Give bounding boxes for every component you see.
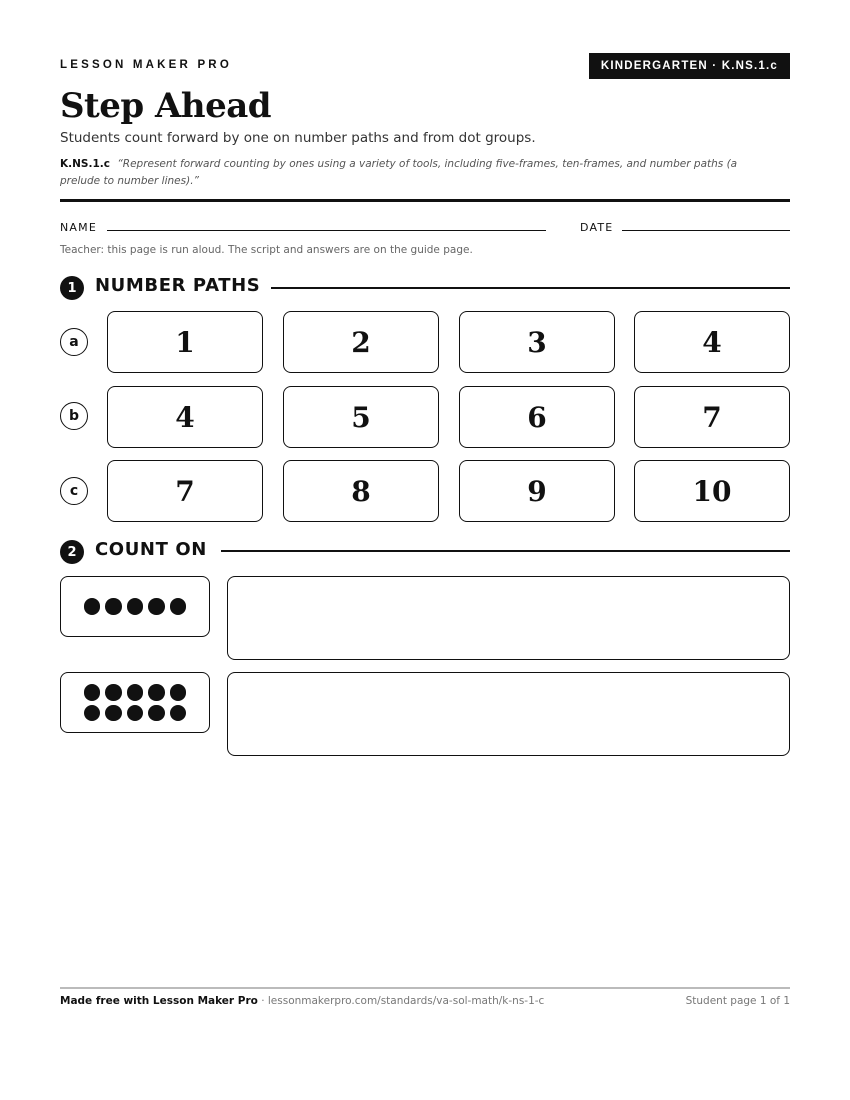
- section-2-number: 2: [60, 540, 84, 564]
- name-label: NAME: [60, 221, 97, 234]
- dot: [127, 598, 144, 615]
- dot-row: [84, 684, 187, 701]
- footer-url[interactable]: · lessonmakerpro.com/standards/va-sol-math/k-ns-1-c: [257, 995, 545, 1007]
- number-path-cell: 6: [459, 386, 615, 448]
- grade-standard-badge: KINDERGARTEN · K.NS.1.c: [589, 53, 790, 79]
- section-1-number: 1: [60, 276, 84, 300]
- row-label-c: c: [60, 477, 88, 505]
- brand-name: LESSON MAKER PRO: [60, 59, 232, 71]
- number-path-cell: 4: [107, 386, 263, 448]
- number-path-cell: 1: [107, 311, 263, 373]
- header-divider: [60, 199, 790, 202]
- number-path-cell: 4: [634, 311, 790, 373]
- dot-row: [84, 705, 187, 722]
- standard-code: K.NS.1.c: [60, 158, 110, 170]
- teacher-note: Teacher: this page is run aloud. The script and answers are on the guide page.: [60, 244, 473, 256]
- dot: [148, 684, 165, 701]
- dot-group-card: [60, 672, 210, 733]
- page-title: Step Ahead: [60, 86, 272, 126]
- number-path-cell: 5: [283, 386, 439, 448]
- dot: [84, 598, 101, 615]
- number-path-cell: 7: [634, 386, 790, 448]
- standard-description: [60, 156, 780, 190]
- row-label-a: a: [60, 328, 88, 356]
- section-2-title: COUNT ON: [95, 539, 207, 560]
- dot: [127, 705, 144, 722]
- row-label-b: b: [60, 402, 88, 430]
- number-path-cell: 3: [459, 311, 615, 373]
- dot: [148, 598, 165, 615]
- dot: [105, 684, 122, 701]
- answer-box[interactable]: [227, 576, 790, 660]
- number-path-cell: 2: [283, 311, 439, 373]
- page-subtitle: Students count forward by one on number paths and from dot groups.: [60, 130, 536, 146]
- number-path-cell: 8: [283, 460, 439, 522]
- date-field[interactable]: [622, 230, 790, 231]
- dot: [127, 684, 144, 701]
- number-path-cell: 7: [107, 460, 263, 522]
- dot: [84, 684, 101, 701]
- dot: [148, 705, 165, 722]
- section-2-rule: [221, 550, 790, 552]
- footer-page-number: Student page 1 of 1: [685, 995, 790, 1007]
- number-path-cell: 9: [459, 460, 615, 522]
- date-label: DATE: [580, 221, 614, 234]
- dot-group-card: [60, 576, 210, 637]
- number-path-cell: 10: [634, 460, 790, 522]
- dot: [170, 705, 187, 722]
- answer-box[interactable]: [227, 672, 790, 756]
- section-1-rule: [271, 287, 790, 289]
- section-1-title: NUMBER PATHS: [95, 275, 261, 296]
- dot-row: [84, 598, 187, 615]
- footer-made-by: Made free with Lesson Maker Pro: [60, 995, 258, 1007]
- footer-credit: [60, 995, 544, 1007]
- footer-divider: [60, 987, 790, 989]
- dot: [170, 598, 187, 615]
- dot: [84, 705, 101, 722]
- dot: [105, 598, 122, 615]
- name-field[interactable]: [107, 230, 546, 231]
- standard-text: “Represent forward counting by ones using a variety of tools, including five-frames, ten-frames, and number paths (a prelude to number lines).”: [60, 158, 738, 187]
- dot: [105, 705, 122, 722]
- dot: [170, 684, 187, 701]
